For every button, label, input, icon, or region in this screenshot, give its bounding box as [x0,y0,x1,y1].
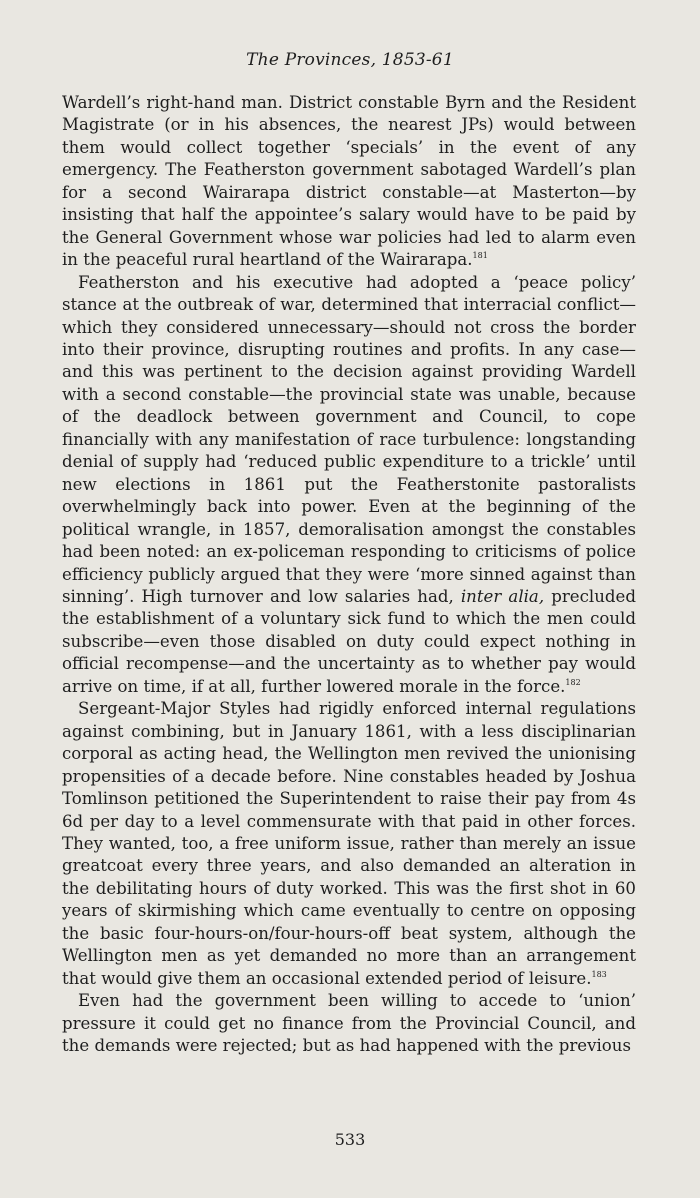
paragraph-4 [62,990,636,1057]
paragraph-text-continued: precluded the establishment of a voluntary sick fund to which the men could subscribe—even those disabled on duty could expect nothing in official recompense—and the uncertainty as to whether pay would arrive on time, if at all, further lowered morale in the force. [62,586,636,696]
footnote-marker: 183 [591,969,607,979]
paragraph-text: Sergeant-Major Styles had rigidly enforced internal regulations against combining, but in January 1861, with a less disciplinarian corporal as acting head, the Wellington men revived the unionising propensities of a decade before. Nine constables headed by Joshua Tomlinson petitioned the Superintendent to raise their pay from 4s 6d per day to a level commensurate with that paid in other forces. They wanted, too, a free uniform issue, rather than merely an issue greatcoat every three years, and also demanded an alteration in the debilitating hours of duty worked. This was the first shot in 60 years of skirmishing which came eventually to centre on opposing the basic four-hours-on/four-hours-off beat system, although the Wellington men as yet demanded no more than an arrangement that would give them an occasional extended period of leisure. [62,699,636,988]
footnote-marker: 181 [472,251,488,261]
paragraph-text: Wardell’s right-hand man. District constable Byrn and the Resident Magistrate (or in his absences, the nearest JPs) would between them would collect together ‘specials’ in the event of any emergency. The Featherston government sabotaged Wardell’s plan for a second Wairarapa district constable—at Masterton—by insisting that half the appointee’s salary would have to be paid by the General Government whose war policies had led to alarm even in the peaceful rural heartland of the Wairarapa. [62,93,636,270]
body-text [62,92,636,1057]
footnote-marker: 182 [565,677,581,687]
page-number: 533 [334,1130,366,1149]
paragraph-1 [62,92,636,272]
paragraph-text: Featherston and his executive had adopted a ‘peace policy’ stance at the outbreak of war, determined that interracial conflict—which they considered unnecessary—should not cross the border into their province, disrupting routines and profits. In any case—and this was pertinent to the decision against providing Wardell with a second constable—the provincial state was unable, because of the deadlock between government and Council, to cope financially with any manifestation of race turbulence: longstanding denial of supply had ‘reduced public expenditure to a trickle’ until new elections in 1861 put the Featherstonite pastoralists overwhelmingly back into power. Even at the beginning of the political wrangle, in 1857, demoralisation amongst the constables had been noted: an ex-policeman responding to criticisms of police efficiency publicly argued that they were ‘more sinned against than sinning’. High turnover and low salaries had, [62,272,636,606]
paragraph-text: Even had the government been willing to accede to ‘union’ pressure it could get no finance from the Provincial Council, and the demands were rejected; but as had happened with the previous [62,991,636,1056]
italic-phrase: inter alia, [460,586,545,606]
paragraph-2 [62,272,636,699]
running-header: The Provinces, 1853-61 [246,50,454,70]
paragraph-3 [62,698,636,990]
